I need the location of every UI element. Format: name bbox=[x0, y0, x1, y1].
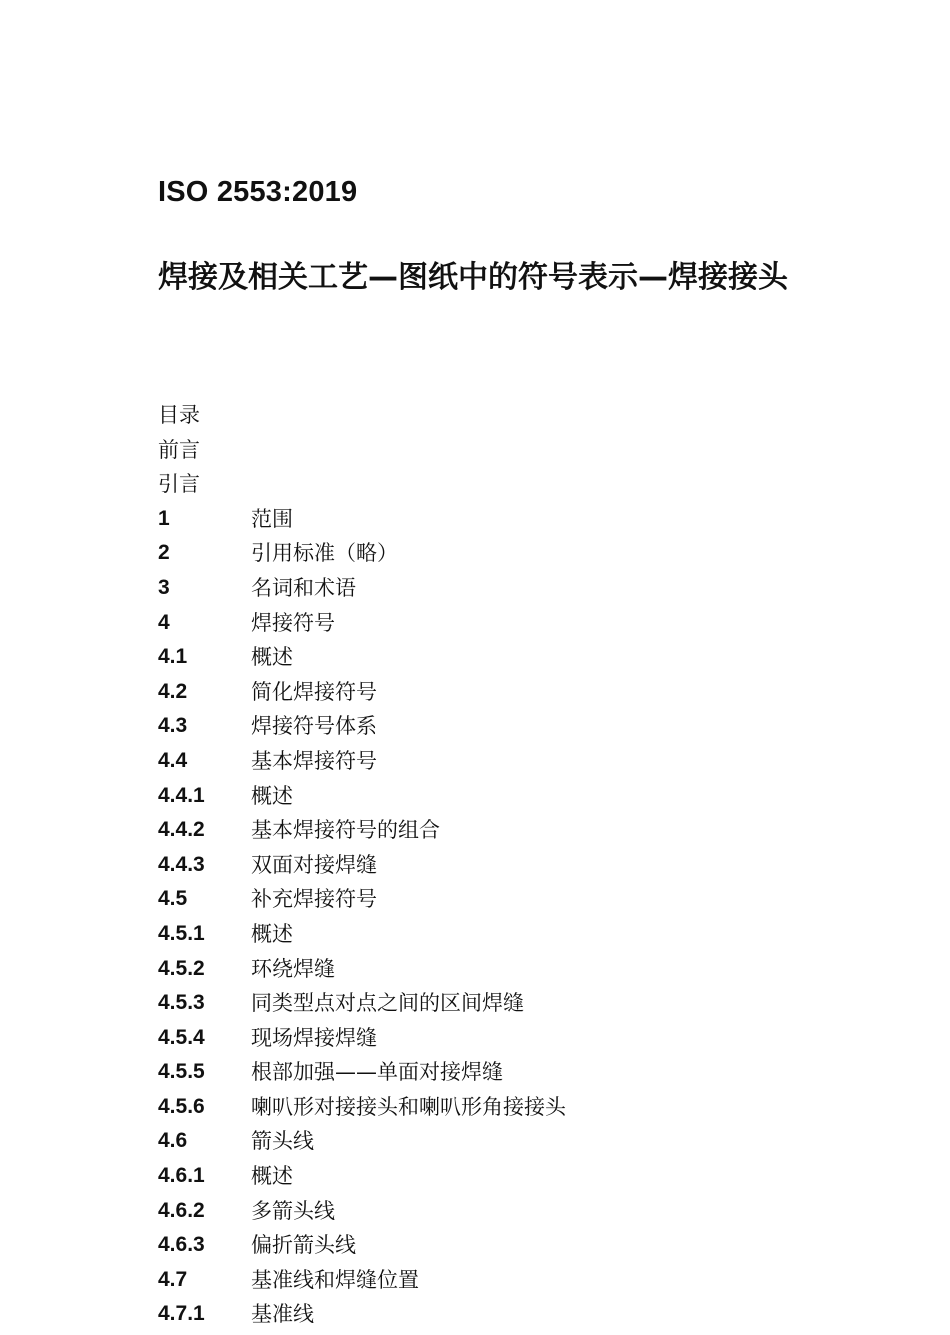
toc-entry-number: 2 bbox=[158, 541, 170, 565]
toc-entry bbox=[158, 502, 858, 537]
toc-entry-number: 4.4.1 bbox=[158, 783, 205, 807]
toc-entry-title: 基准线和焊缝位置 bbox=[251, 1267, 419, 1292]
toc-entry bbox=[158, 1228, 858, 1263]
toc-entry-title: 概述 bbox=[251, 783, 293, 808]
toc-entry-title: 名词和术语 bbox=[251, 575, 356, 600]
toc-entry-number: 4.3 bbox=[158, 714, 188, 738]
toc-entry bbox=[158, 813, 858, 848]
toc-entry bbox=[158, 1124, 858, 1159]
toc-entry-number: 4.5.6 bbox=[158, 1094, 205, 1118]
table-of-contents bbox=[158, 398, 858, 1332]
toc-entry-title: 偏折箭头线 bbox=[251, 1233, 356, 1258]
toc-entry-title: 焊接符号体系 bbox=[251, 714, 377, 739]
toc-entry bbox=[158, 779, 858, 814]
toc-entry bbox=[158, 882, 858, 917]
toc-entry-number: 1 bbox=[158, 506, 170, 530]
toc-entry bbox=[158, 571, 858, 606]
toc-entry-title: 多箭头线 bbox=[251, 1198, 335, 1223]
toc-entry-number: 3 bbox=[158, 575, 170, 599]
toc-entry-number: 4.1 bbox=[158, 645, 188, 669]
toc-entry bbox=[158, 986, 858, 1021]
toc-entry-number: 4.5.5 bbox=[158, 1060, 205, 1084]
toc-entry-title: 基本焊接符号的组合 bbox=[251, 818, 440, 843]
toc-entry bbox=[158, 917, 858, 952]
toc-entry-number: 4.6.2 bbox=[158, 1198, 205, 1222]
toc-entry-number: 4.4.2 bbox=[158, 818, 205, 842]
toc-entry-number: 4.4.3 bbox=[158, 852, 205, 876]
toc-entry-title: 焊接符号 bbox=[251, 610, 335, 635]
toc-entry-number: 4.6 bbox=[158, 1129, 188, 1153]
toc-entry-number: 4.4 bbox=[158, 748, 188, 772]
toc-entry-title: 双面对接焊缝 bbox=[251, 852, 377, 877]
toc-entry-title: 现场焊接焊缝 bbox=[251, 1025, 377, 1050]
toc-entry bbox=[158, 536, 858, 571]
toc-entry-title: 环绕焊缝 bbox=[251, 956, 335, 981]
toc-item-introduction: 引言 bbox=[158, 472, 200, 497]
toc-entry-title: 同类型点对点之间的区间焊缝 bbox=[251, 991, 524, 1016]
toc-entry-number: 4.6.3 bbox=[158, 1233, 205, 1257]
toc-entry-title: 概述 bbox=[251, 921, 293, 946]
toc-entry-title: 喇叭形对接接头和喇叭形角接接头 bbox=[251, 1094, 566, 1119]
toc-entry bbox=[158, 848, 858, 883]
toc-entry bbox=[158, 1263, 858, 1298]
toc-entry-number: 4.5.3 bbox=[158, 991, 205, 1015]
toc-entry-title: 补充焊接符号 bbox=[251, 887, 377, 912]
toc-entry-number: 4.5.4 bbox=[158, 1025, 205, 1049]
toc-entry bbox=[158, 1297, 858, 1332]
toc-entry bbox=[158, 606, 858, 641]
toc-entry-number: 4 bbox=[158, 610, 170, 634]
toc-entry-number: 4.7 bbox=[158, 1267, 188, 1291]
toc-item-foreword: 前言 bbox=[158, 437, 200, 462]
toc-entry-title: 概述 bbox=[251, 1164, 293, 1189]
toc-entry bbox=[158, 1090, 858, 1125]
toc-heading: 目录 bbox=[158, 403, 200, 427]
toc-entry bbox=[158, 709, 858, 744]
toc-entry bbox=[158, 1159, 858, 1194]
toc-entry-number: 4.6.1 bbox=[158, 1164, 205, 1188]
document-id: ISO 2553:2019 bbox=[158, 176, 358, 208]
toc-entry bbox=[158, 1021, 858, 1056]
toc-entry-title: 基本焊接符号 bbox=[251, 748, 377, 773]
toc-entry bbox=[158, 640, 858, 675]
toc-entry-title: 范围 bbox=[251, 506, 293, 531]
toc-entry-number: 4.5.1 bbox=[158, 921, 205, 945]
toc-entry bbox=[158, 744, 858, 779]
toc-entry bbox=[158, 1055, 858, 1090]
toc-entry bbox=[158, 675, 858, 710]
toc-entry bbox=[158, 952, 858, 987]
toc-entry-number: 4.7.1 bbox=[158, 1302, 205, 1326]
toc-entry-title: 概述 bbox=[251, 645, 293, 670]
toc-entry-title: 根部加强——单面对接焊缝 bbox=[251, 1060, 503, 1085]
toc-entry bbox=[158, 1194, 858, 1229]
toc-entry-title: 简化焊接符号 bbox=[251, 679, 377, 704]
toc-entry-title: 基准线 bbox=[251, 1302, 314, 1327]
toc-entry-number: 4.5 bbox=[158, 887, 188, 911]
toc-entry-number: 4.2 bbox=[158, 679, 188, 703]
document-title: 焊接及相关工艺—图纸中的符号表示—焊接接头 bbox=[158, 260, 788, 295]
toc-entry-title: 箭头线 bbox=[251, 1129, 314, 1154]
toc-entry-number: 4.5.2 bbox=[158, 956, 205, 980]
toc-entry-title: 引用标准（略） bbox=[251, 541, 398, 566]
